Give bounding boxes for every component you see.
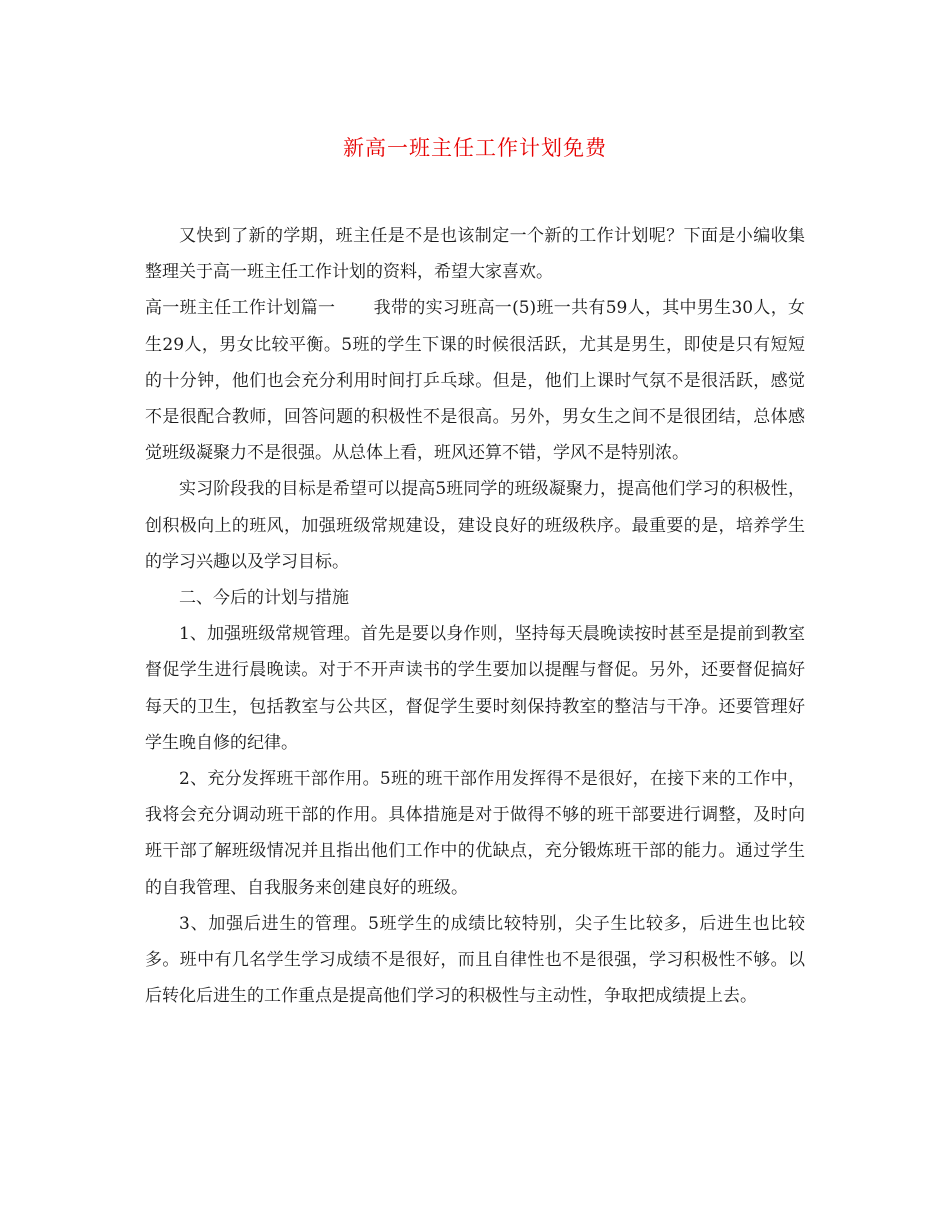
plan-item-3: 3、加强后进生的管理。5班学生的成绩比较特别，尖子生比较多，后进生也比较多。班中有几名学生学习成绩不是很好，而且自律性也不是很强，学习积极性不够。以后转化后进生的工作重点是提高他们学习的积极性与主动性，争取把成绩提上去。 [145, 913, 805, 1007]
goal-paragraph: 实习阶段我的目标是希望可以提高5班同学的班级凝聚力，提高他们学习的积极性，创积极向上的班风，加强班级常规建设，建设良好的班级秩序。最重要的是，培养学生的学习兴趣以及学习目标。 [145, 479, 805, 572]
plan-item-2: 2、充分发挥班干部作用。5班的班干部作用发挥得不是很好，在接下来的工作中，我将会充分调动班干部的作用。具体措施是对于做得不够的班干部要进行调整，及时向班干部了解班级情况并且指出他们工作中的优缺点，充分锻炼班干部的能力。通过学生的自我管理、自我服务来创建良好的班级。 [145, 769, 805, 898]
document-title: 新高一班主任工作计划免费 [343, 136, 607, 160]
plan-heading: 二、今后的计划与措施 [179, 588, 349, 609]
section-text: 我带的实习班高一(5)班一共有59人，其中男生30人，女生29人，男女比较平衡。5班的学生下课的时候很活跃，尤其是男生，即使是只有短短的十分钟，他们也会充分利用时间打乒乓球。但是，他们上课时气氛不是很活跃，感觉不是很配合教师，回答问题的积极性不是很高。另外，男女生之间不是很团结，总体感觉班级凝聚力不是很强。从总体上看，班风还算不错，学风不是特别浓。 [145, 298, 806, 464]
section-paragraph [145, 290, 805, 471]
section-heading: 高一班主任工作计划篇一 [145, 298, 336, 319]
document-body [145, 218, 805, 1014]
plan-item-1: 1、加强班级常规管理。首先是要以身作则，坚持每天晨晚读按时甚至是提前到教室督促学生进行晨晚读。对于不开声读书的学生要加以提醒与督促。另外，还要督促搞好每天的卫生，包括教室与公共区，督促学生要时刻保持教室的整洁与干净。还要管理好学生晚自修的纪律。 [145, 624, 805, 753]
intro-paragraph: 又快到了新的学期，班主任是不是也该制定一个新的工作计划呢？下面是小编收集整理关于高一班主任工作计划的资料，希望大家喜欢。 [145, 226, 805, 283]
